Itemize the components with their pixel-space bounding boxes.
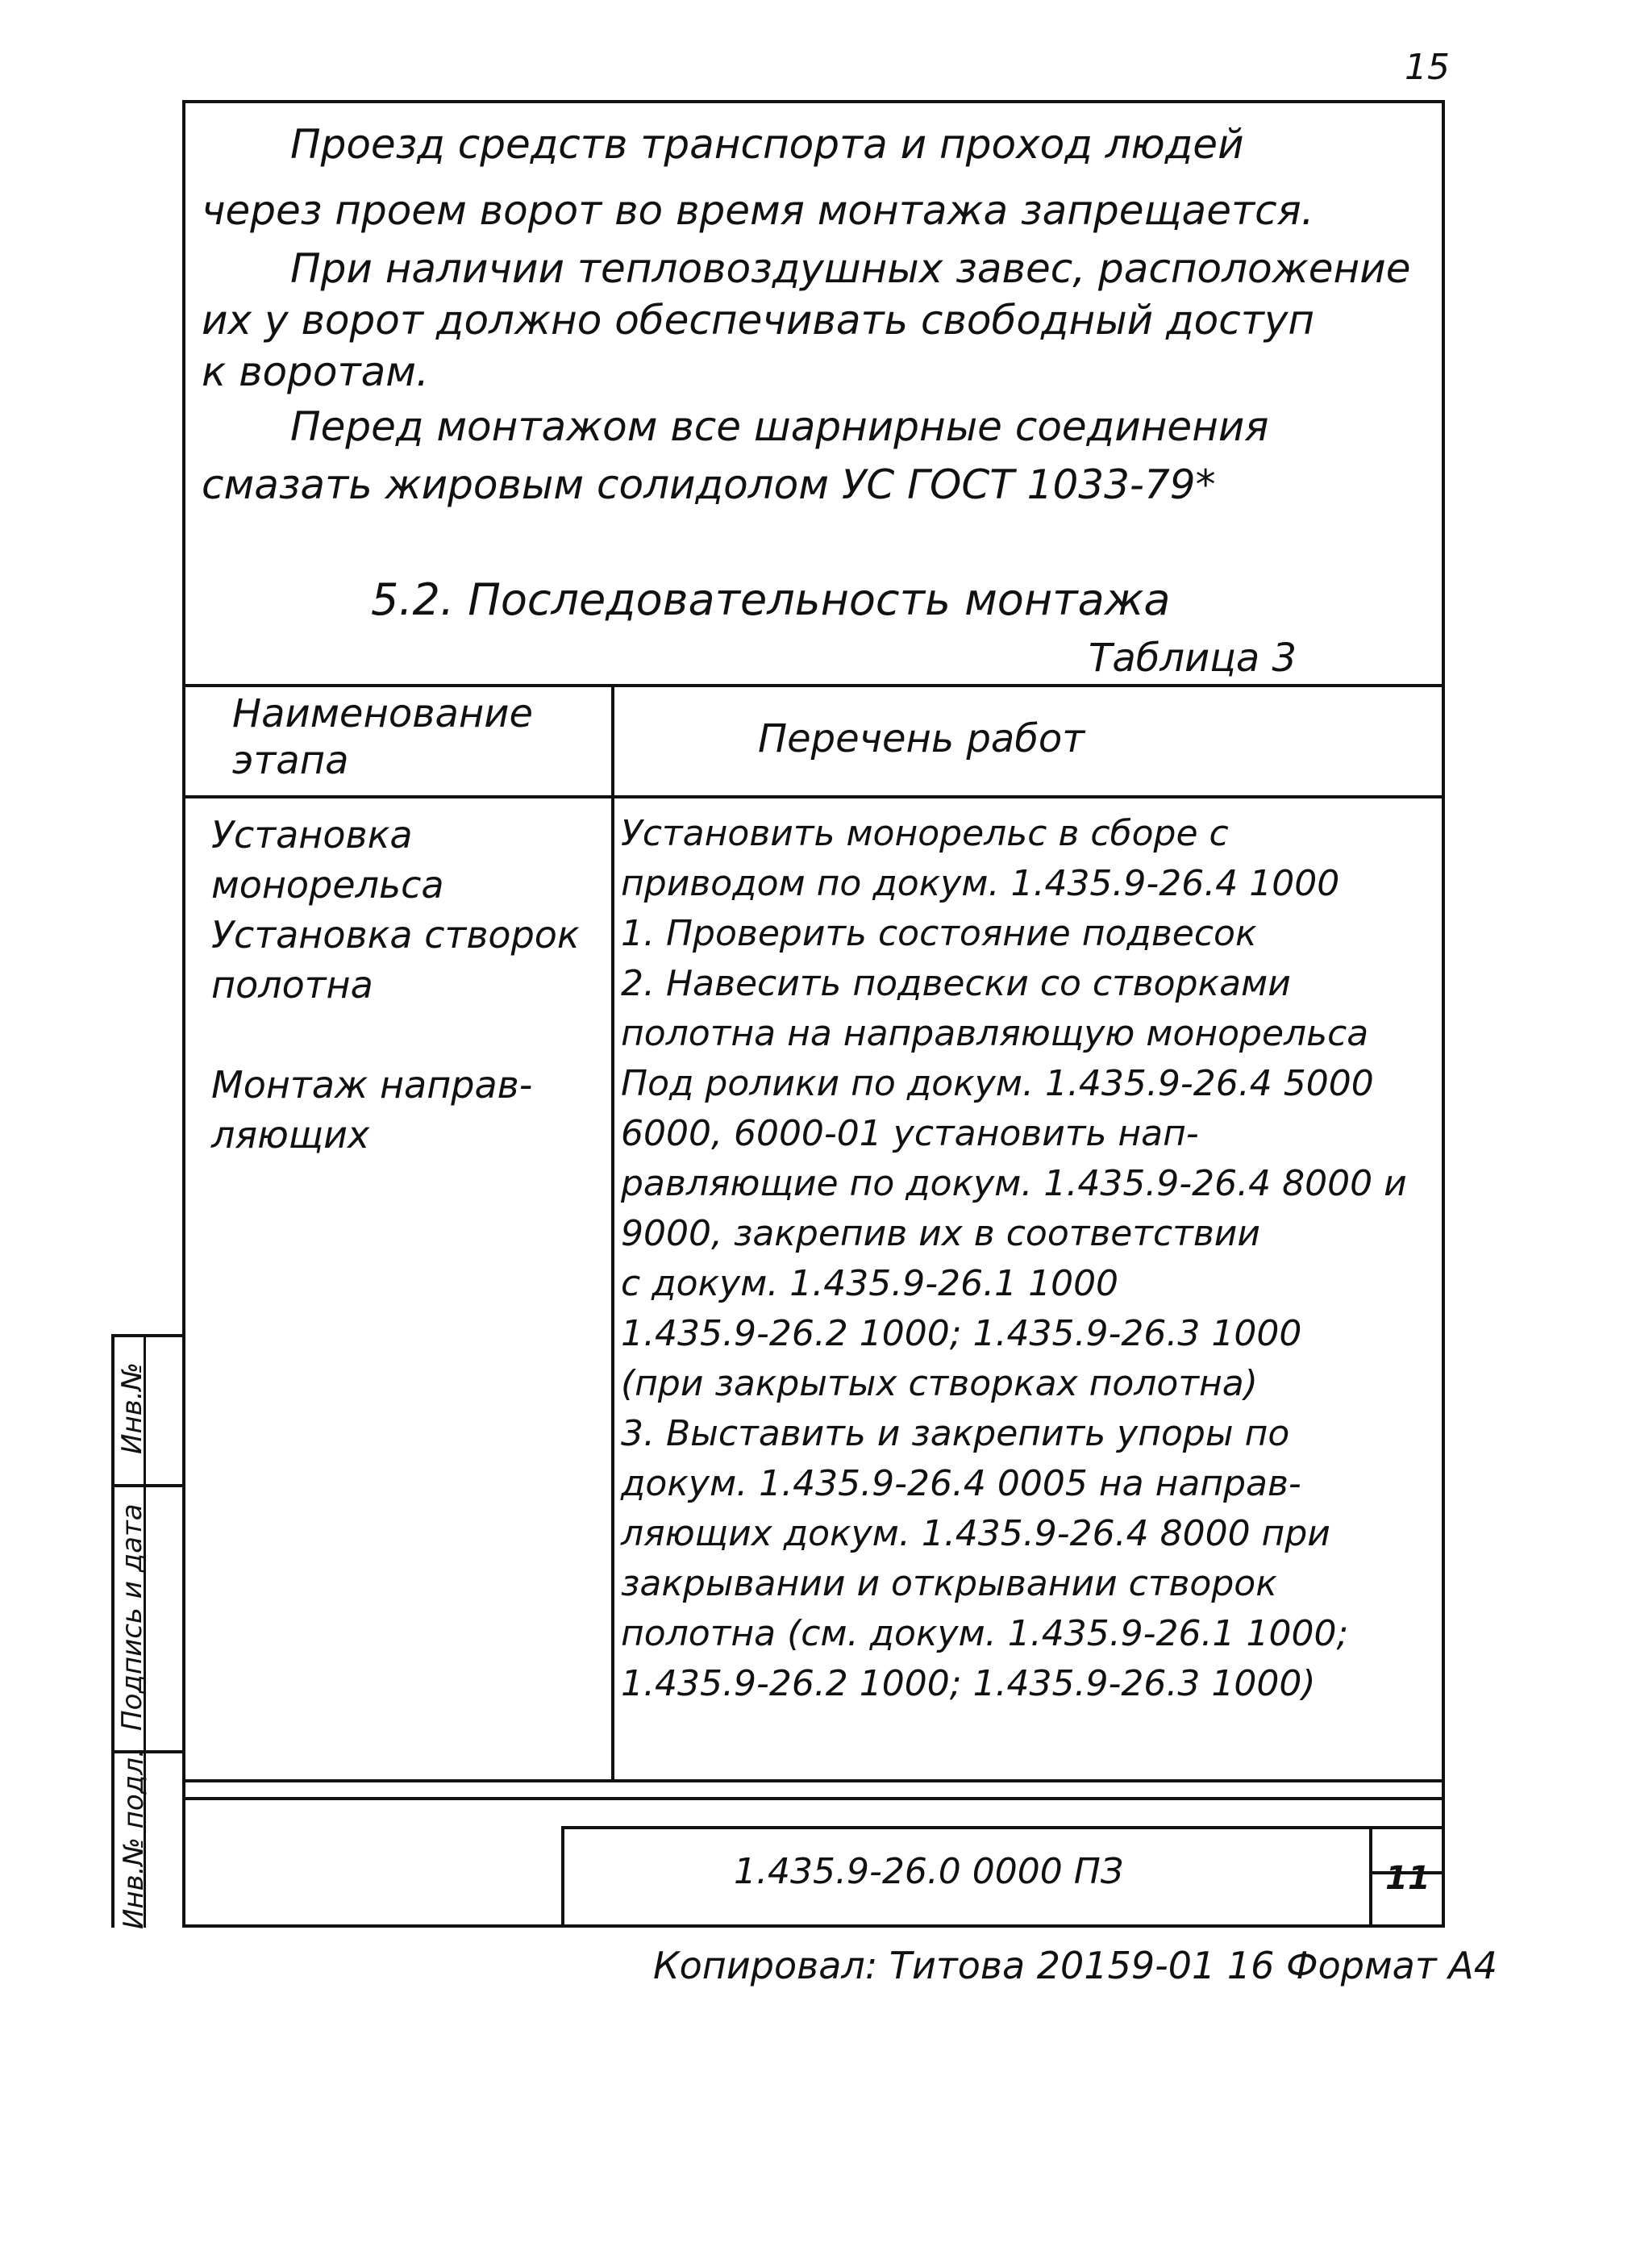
stamp-top-border — [111, 1334, 184, 1337]
intro-line: При наличии тепловоздушных завес, расположение — [290, 245, 1411, 292]
work-line: (при закрытых створках полотна) — [621, 1363, 1258, 1404]
header-work-list: Перечень работ — [758, 716, 1085, 761]
frame-left-border — [182, 100, 185, 1928]
work-line: 1.435.9-26.2 1000; 1.435.9-26.3 1000) — [621, 1663, 1316, 1704]
stage-line: полотна — [211, 963, 373, 1007]
work-line: 1. Проверить состояние подвесок — [621, 913, 1257, 954]
stage-line: ляющих — [211, 1113, 370, 1157]
work-line: равляющие по докум. 1.435.9-26.4 8000 и — [621, 1163, 1407, 1204]
frame-right-border — [1442, 100, 1445, 1928]
intro-line: их у ворот должно обеспечивать свободный доступ — [202, 297, 1315, 344]
work-line: полотна (см. докум. 1.435.9-26.1 1000; — [621, 1613, 1349, 1654]
stamp-divider — [111, 1484, 184, 1487]
section-title: 5.2. Последовательность монтажа — [371, 574, 1171, 625]
sheet-number: 11 — [1385, 1860, 1430, 1897]
stage-line: Установка — [211, 813, 413, 857]
work-line: полотна на направляющую монорельса — [621, 1013, 1369, 1054]
title-block-inner-line — [561, 1826, 1445, 1829]
work-line: ляющих докум. 1.435.9-26.4 8000 при — [621, 1513, 1330, 1554]
work-line: приводом по докум. 1.435.9-26.4 1000 — [621, 863, 1340, 904]
title-block-top-line — [182, 1797, 1445, 1800]
work-line: докум. 1.435.9-26.4 0005 на направ- — [621, 1463, 1301, 1504]
table-header-divider — [182, 795, 1445, 798]
work-line: закрывании и открывании створок — [621, 1563, 1277, 1604]
work-line: Под ролики по докум. 1.435.9-26.4 5000 — [621, 1063, 1374, 1104]
table-top-border — [182, 684, 1445, 687]
work-line: 2. Навесить подвески со створками — [621, 963, 1291, 1004]
table-bottom-border — [182, 1779, 1445, 1782]
intro-line: Проезд средств транспорта и проход людей — [290, 121, 1244, 168]
work-line: 1.435.9-26.2 1000; 1.435.9-26.3 1000 — [621, 1313, 1302, 1354]
header-stage-name: Наименование этапа — [232, 691, 534, 783]
intro-line: смазать жировым солидолом УС ГОСТ 1033-79* — [202, 461, 1216, 508]
intro-line: к воротам. — [202, 348, 429, 395]
work-line: Установить монорельс в сборе с — [621, 813, 1229, 854]
page-number: 15 — [1405, 47, 1450, 88]
intro-line: Перед монтажом все шарнирные соединения — [290, 403, 1269, 450]
copied-by-footer: Копировал: Титова 20159-01 16 Формат А4 — [653, 1944, 1498, 1987]
stamp-label-original-inventory: Инв.№ подл. — [118, 1749, 150, 1929]
title-block-left-divider — [561, 1826, 564, 1926]
work-line: 6000, 6000-01 установить нап- — [621, 1113, 1199, 1154]
work-line: с докум. 1.435.9-26.1 1000 — [621, 1263, 1119, 1304]
work-line: 3. Выставить и закрепить упоры по — [621, 1413, 1290, 1454]
stage-line: Установка створок — [211, 913, 580, 957]
table-column-divider — [611, 684, 614, 1781]
frame-bottom-border — [182, 1924, 1445, 1928]
stage-line: монорельса — [211, 863, 444, 907]
intro-line: через проем ворот во время монтажа запрещается. — [202, 187, 1314, 234]
stamp-label-inventory: Инв.№ — [116, 1362, 148, 1454]
document-code: 1.435.9-26.0 0000 ПЗ — [734, 1851, 1124, 1892]
work-line: 9000, закрепив их в соответствии — [621, 1213, 1260, 1254]
stage-line: Монтаж направ- — [211, 1063, 533, 1107]
stamp-label-signature-date: Подпись и дата — [116, 1503, 148, 1731]
table-label: Таблица 3 — [1089, 636, 1297, 681]
title-block-sheet-divider — [1369, 1826, 1372, 1926]
stamp-left-border — [111, 1334, 114, 1928]
frame-top-border — [182, 100, 1445, 103]
